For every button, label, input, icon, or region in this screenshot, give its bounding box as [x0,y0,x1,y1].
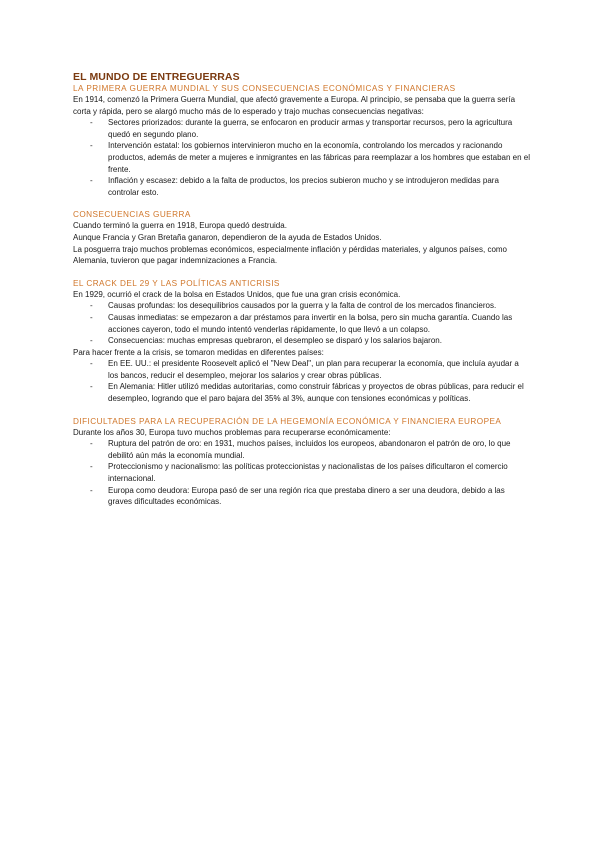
bullet-list [73,358,530,404]
list-item-text: Ruptura del patrón de oro: en 1931, muchos países, incluidos los europeos, abandonaron el patrón de oro, lo que debilitó aún más la economía mundial. [108,439,511,460]
list-item-text: Sectores priorizados: durante la guerra, se enfocaron en producir armas y transportar recursos, pero la agricultura quedó en segundo plano. [108,118,513,139]
bullet-list [73,300,530,346]
section-intro: En 1929, ocurrió el crack de la bolsa en Estados Unidos, que fue una gran crisis económica. [73,289,401,299]
section-intro: Durante los años 30, Europa tuvo muchos problemas para recuperarse económicamente: [73,427,391,437]
list-item [73,335,530,347]
list-item [73,461,530,484]
dash-bullet: - [90,301,93,311]
section-heading-ww1: LA PRIMERA GUERRA MUNDIAL Y SUS CONSECUENCIAS ECONÓMICAS Y FINANCIERAS [73,84,456,93]
list-item [73,485,530,508]
list-item [73,300,530,312]
list-item [73,175,530,198]
dash-bullet: - [90,359,93,369]
section-heading-crack29: EL CRACK DEL 29 Y LAS POLÍTICAS ANTICRISIS [73,278,280,288]
list-item-text: Inflación y escasez: debido a la falta de productos, los precios subieron mucho y se introdujeron medidas para controlar esto. [108,176,499,197]
section-consecuencias [73,210,530,266]
list-item-text: En EE. UU.: el presidente Roosevelt aplicó el "New Deal", un plan para recuperar la economía, que incluía ayudar a los bancos, reducir el desempleo, mejorar los salarios y crear obras públicas. [108,359,519,380]
list-item [73,381,530,404]
list-item [73,358,530,381]
paragraph-line: Aunque Francia y Gran Bretaña ganaron, dependieron de la ayuda de Estados Unidos. [73,232,382,242]
dash-bullet: - [90,336,93,346]
list-item-text: Proteccionismo y nacionalismo: las políticas proteccionistas y nacionalistas de los países dificultaron el comercio internacional. [108,462,508,484]
section-intro: En 1914, comenzó la Primera Guerra Mundial, que afectó gravemente a Europa. Al principio, se pensaba que la guerra sería corta y rápida, pero se alargó mucho más de lo esperado y trajo muchas consecuencias negativas: [73,95,516,116]
paragraph-line: Cuando terminó la guerra en 1918, Europa quedó destruida. [73,221,287,231]
list-item-text: Europa como deudora: Europa pasó de ser una región rica que prestaba dinero a ser una deudora, debido a las graves dificultades económicas. [108,485,505,507]
section-heading-consecuencias: CONSECUENCIAS GUERRA [73,210,191,220]
list-item-text: Causas inmediatas: se empezaron a dar préstamos para invertir en la bolsa, pero sin mucha garantía. Cuando las acciones cayeron, todo el mundo intentó venderlas rápidamente, lo que llevó a un colapso. [108,312,513,334]
section-heading-hegemonia: DIFICULTADES PARA LA RECUPERACIÓN DE LA HEGEMONÍA ECONÓMICA Y FINANCIERA EUROPEA [73,416,502,426]
paragraph-line: La posguerra trajo muchos problemas económicos, especialmente inflación y pérdidas materiales, y algunos países, como Alemania, tuvieron que pagar indemnizaciones a Francia. [73,244,508,266]
dash-bullet: - [90,439,93,449]
list-item [73,140,530,175]
list-item [73,117,530,140]
list-item [73,312,530,335]
dash-bullet: - [90,485,93,495]
section-hegemonia [73,417,530,508]
bullet-list [73,117,530,198]
dash-bullet: - [90,176,93,186]
section-ww1 [73,84,530,198]
dash-bullet: - [90,382,93,392]
dash-bullet: - [90,118,93,128]
document-title: EL MUNDO DE ENTREGUERRAS [73,71,240,83]
section-intro-secondary: Para hacer frente a la crisis, se tomaron medidas en diferentes países: [73,347,324,357]
section-crack29 [73,279,530,405]
dash-bullet: - [90,312,93,322]
list-item-text: Consecuencias: muchas empresas quebraron, el desempleo se disparó y los salarios bajaron. [108,336,442,346]
bullet-list [73,438,530,508]
dash-bullet: - [90,141,93,151]
dash-bullet: - [90,462,93,472]
list-item-text: Causas profundas: los desequilibrios causados por la guerra y la falta de control de los mercados financieros. [108,301,497,311]
list-item-text: En Alemania: Hitler utilizó medidas autoritarias, como construir fábricas y proyectos de obras públicas, para reducir el desempleo, logrando que el paro bajara del 35% al 3%, aunque con tensiones económicas y políticas. [108,382,524,404]
list-item-text: Intervención estatal: los gobiernos intervinieron mucho en la economía, controlando los mercados y racionando productos, además de meter a mujeres e inmigrantes en las fábricas para reemplazar a los hombres que estaban en el frente. [108,141,531,174]
list-item [73,438,530,461]
